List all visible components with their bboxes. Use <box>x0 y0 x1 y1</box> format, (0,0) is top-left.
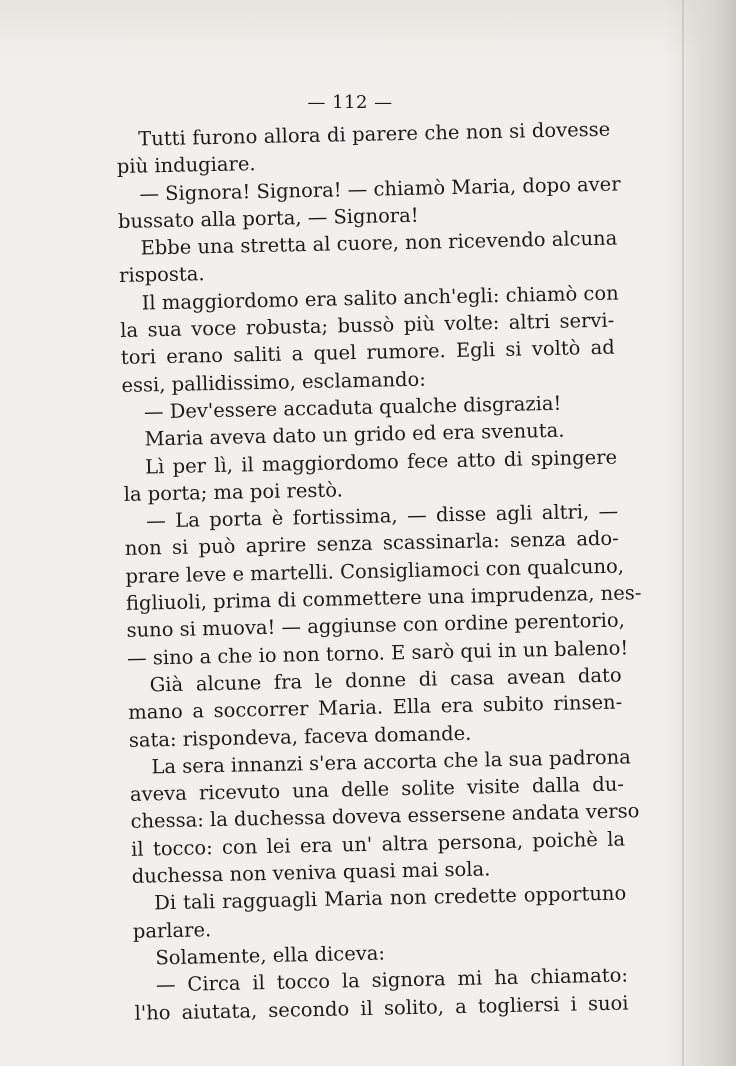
text-line: Tutti furono allora di parere che non si dovesse <box>138 117 611 151</box>
text-line: l'ho aiutata, secondo il solito, a togliersi i suoi <box>134 990 629 1025</box>
text-line: prare leve e martelli. Consigliamoci con qualcuno, <box>125 554 625 588</box>
text-line: — Signora! Signora! — chiamò Maria, dopo aver <box>139 172 621 206</box>
text-line: Ebbe una stretta al cuore, non ricevendo alcuna <box>140 226 618 260</box>
text-line: essi, pallidissimo, esclamando: <box>121 367 427 397</box>
text-line: — Dev'essere accaduta qualche disgrazia! <box>143 391 562 424</box>
text-line: Il maggiordomo era salito anch'egli: chiamò con <box>141 281 619 315</box>
text-line: suno si muova! — aggiunse con ordine perentorio, <box>126 608 626 643</box>
text-line: — La porta è fortissima, — disse agli altri, — <box>146 499 619 533</box>
text-line: Lì per lì, il maggiordomo fece atto di spingere <box>144 445 618 479</box>
text-line: — sino a che io non torno. E sarò qui in un baleno! <box>126 636 629 670</box>
text-line: aveva ricevuto una delle solite visite dalla du- <box>129 772 625 806</box>
text-line: la porta; ma poi restò. <box>123 478 344 506</box>
text-line: figliuoli, prima di commettere una imprudenza, nes- <box>125 581 642 615</box>
text-line: — Circa il tocco la signora mi ha chiamato: <box>155 963 629 997</box>
page-fold-line <box>682 0 684 1066</box>
text-line: Già alcune fra le donne di casa avean dato <box>149 663 622 697</box>
body-text <box>116 116 642 1027</box>
text-line: La sera innanzi s'era accorta che la sua padrona <box>151 745 632 779</box>
text-line: chessa: la duchessa doveva essersene andata verso <box>130 799 640 834</box>
text-line: mano a soccorrer Maria. Ella era subito rinsen- <box>128 690 623 725</box>
text-line: Solamente, ella diceva: <box>155 941 386 970</box>
text-line: parlare. <box>132 917 212 943</box>
text-line: sata: rispondeva, faceva domande. <box>128 721 472 752</box>
text-line: tori erano saliti a quel rumore. Egli si voltò ad <box>120 335 615 370</box>
text-line: Maria aveva dato un grido ed era svenuta. <box>144 418 565 451</box>
page-gutter-shadow <box>666 0 736 1066</box>
text-line: risposta. <box>118 262 205 288</box>
text-line: il tocco: con lei era un' altra persona, poichè la <box>130 827 626 861</box>
page-top-shadow <box>0 0 736 60</box>
text-line: duchessa non veniva quasi mai sola. <box>131 857 491 888</box>
text-line: Di tali ragguagli Maria non credette opportuno <box>154 881 627 915</box>
text-line: non si può aprire senza scassinarla: senza ado- <box>124 527 619 561</box>
text-line: bussato alla porta, — Signora! <box>117 203 419 233</box>
text-line: più indugiare. <box>116 152 256 179</box>
page-number: — 112 — <box>307 92 393 113</box>
text-line: la sua voce robusta; bussò più volte: altri servi- <box>120 308 615 343</box>
